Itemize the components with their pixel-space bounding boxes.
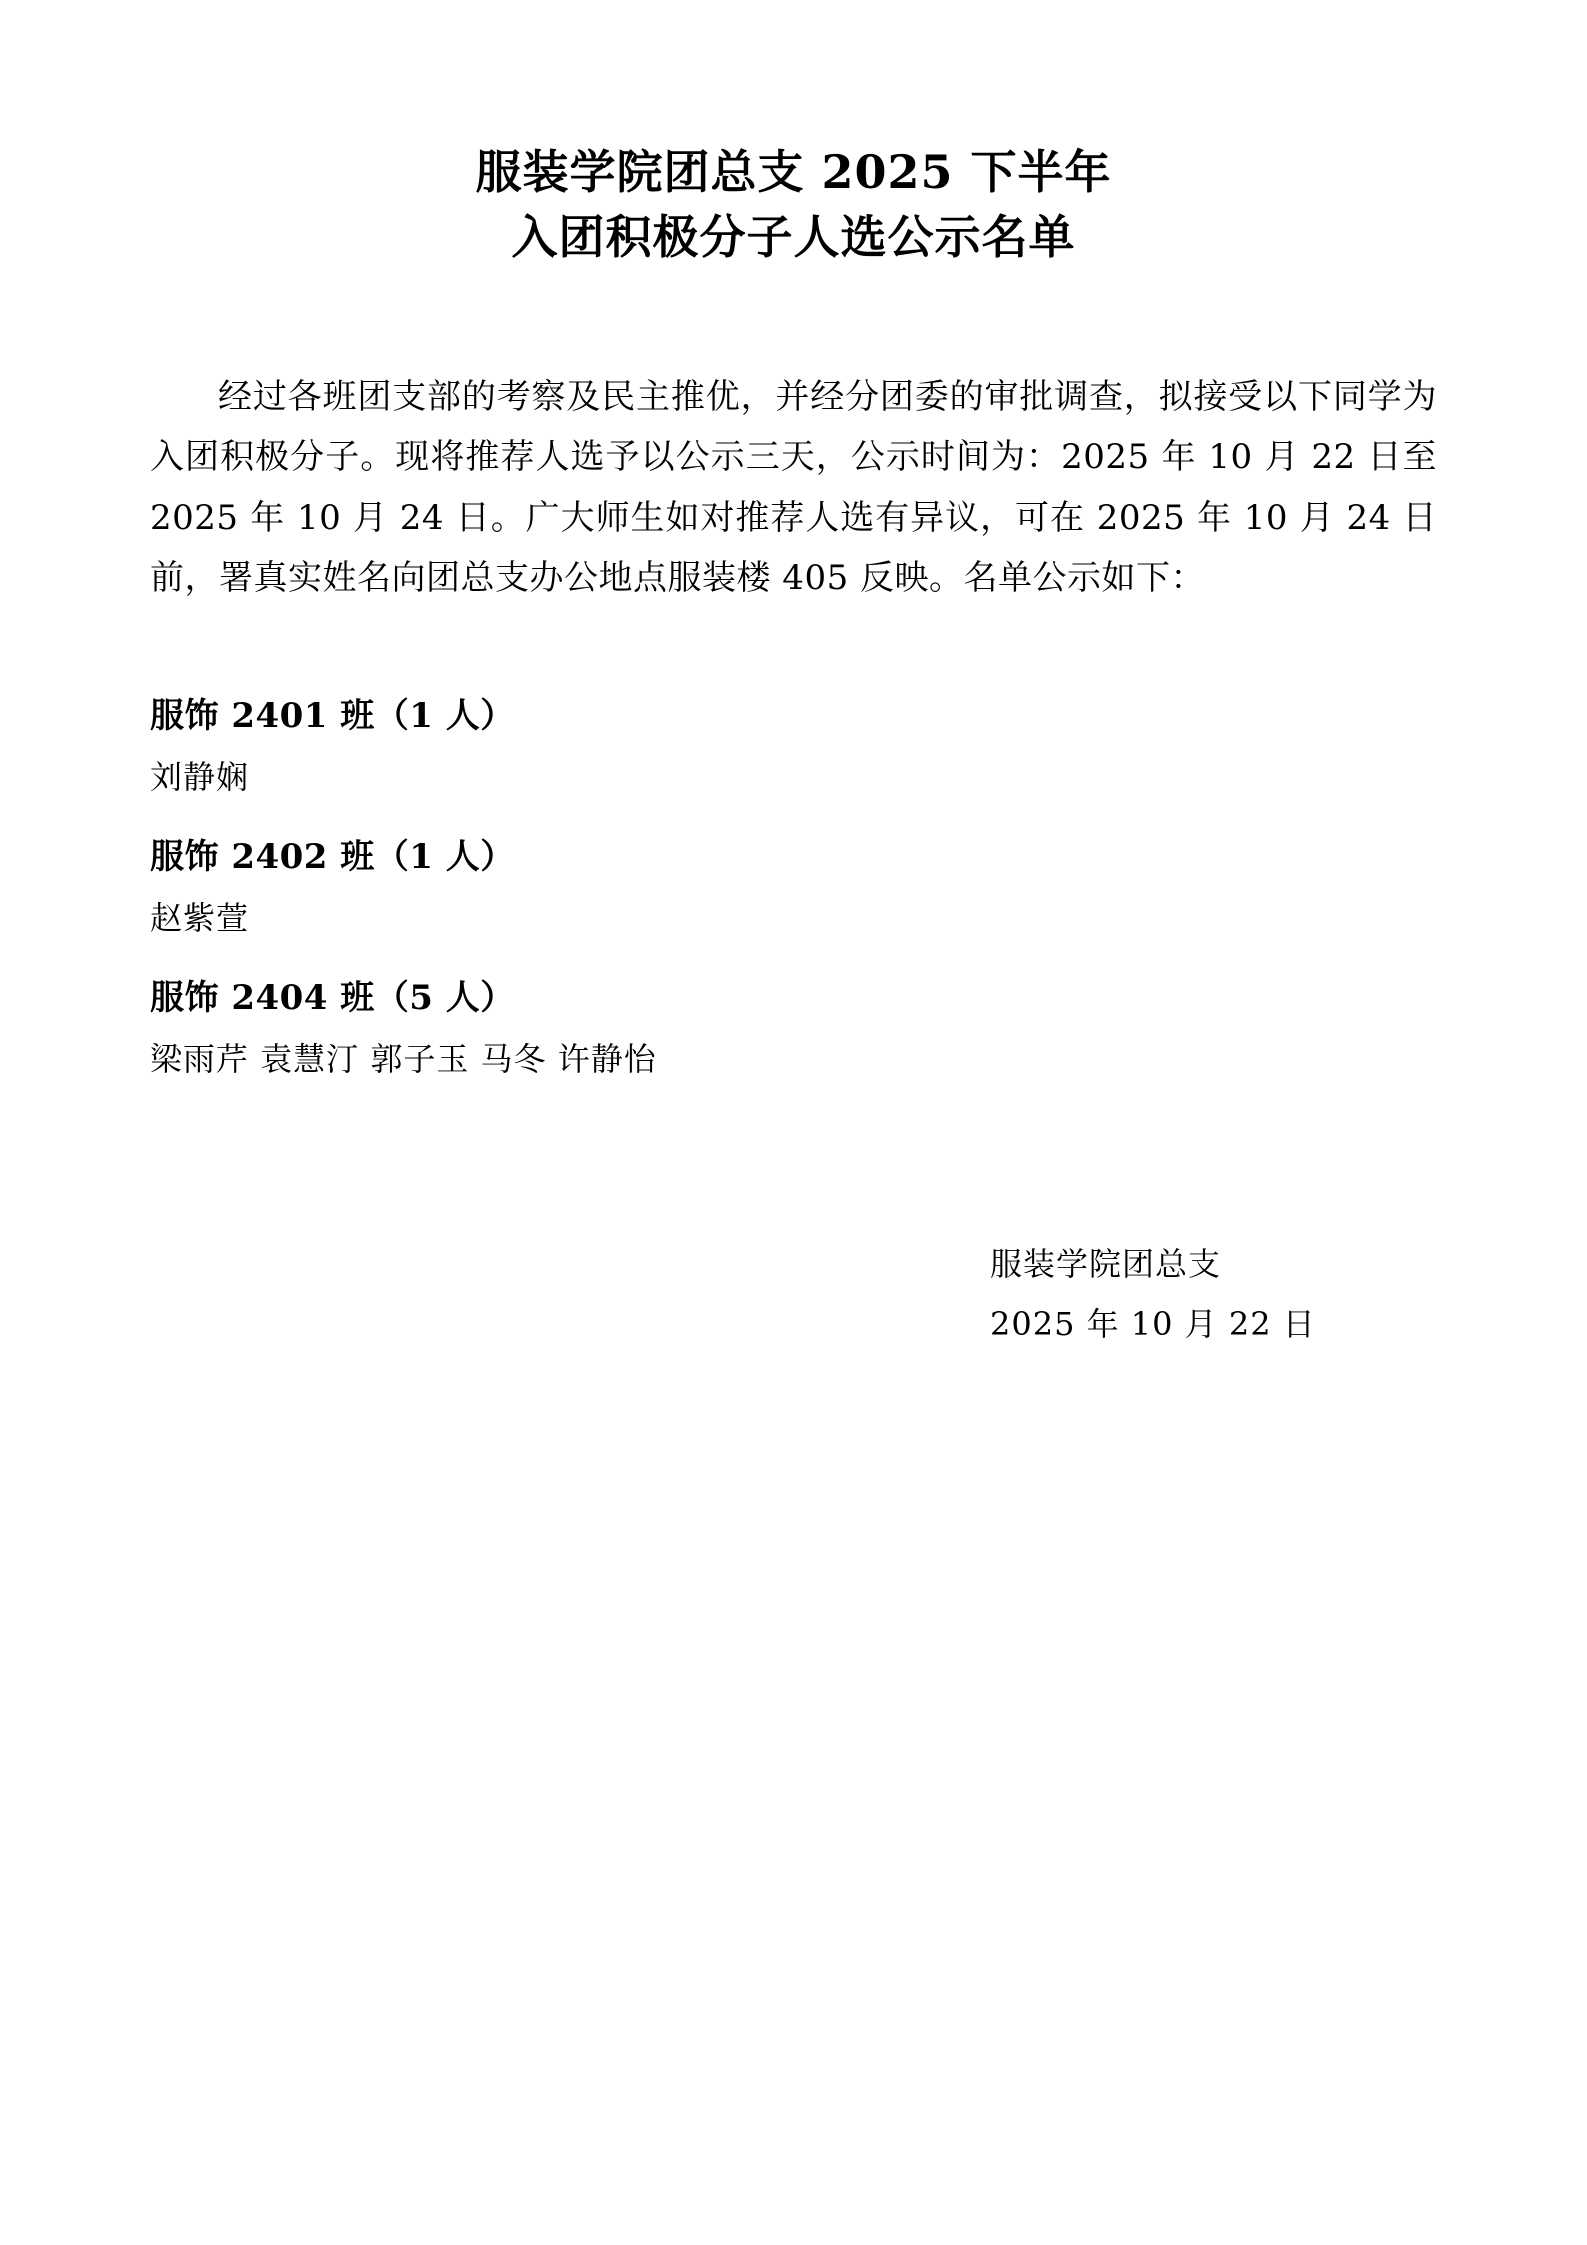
class-heading-2401: 服饰 2401 班（1 人） <box>150 695 515 736</box>
class-heading-2404: 服饰 2404 班（5 人） <box>150 977 515 1018</box>
name-row-2401: 刘静娴 <box>150 757 250 796</box>
name-row-2402: 赵紫萱 <box>150 898 250 937</box>
page-title-line-2: 入团积极分子人选公示名单 <box>511 210 1076 265</box>
signature-organization: 服装学院团总支 <box>990 1245 1222 1284</box>
signature-date: 2025 年 10 月 22 日 <box>990 1304 1316 1343</box>
class-list-section <box>150 689 1437 1086</box>
page-title-line-1: 服装学院团总支 2025 下半年 <box>475 145 1112 199</box>
signature-block <box>150 1235 1437 1353</box>
body-paragraph: 经过各班团支部的考察及民主推优，并经分团委的审批调查，拟接受以下同学为入团积极分子。现将推荐人选予以公示三天，公示时间为：2025 年 10 月 22 日至 2025 年 10 月 24 日。广大师生如对推荐人选有异议，可在 2025 年 10 月 24 日前，署真实姓名向团总支办公地点服装楼 405 反映。名单公示如下： <box>150 376 1437 599</box>
name-row-2404: 梁雨芹 袁慧汀 郭子玉 马冬 许静怡 <box>150 1039 657 1078</box>
class-heading-2402: 服饰 2402 班（1 人） <box>150 836 515 877</box>
page-title <box>150 140 1437 271</box>
